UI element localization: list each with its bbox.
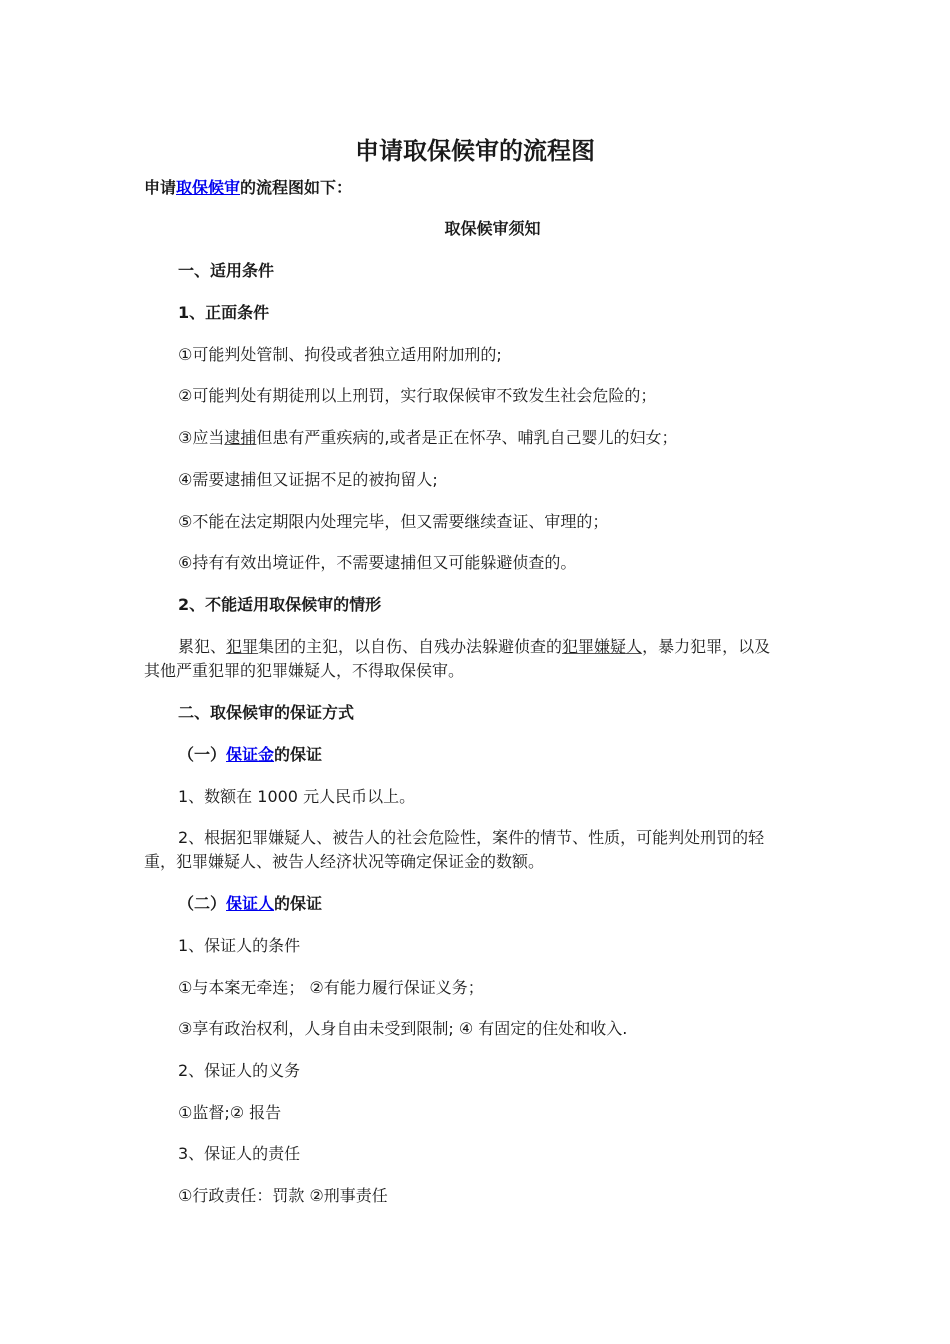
guarantor-conditions-heading: 1、保证人的条件 xyxy=(178,936,301,955)
section-1-sub1-heading: 1、正面条件 xyxy=(178,303,270,322)
exclusion-underlined-1: 犯罪 xyxy=(226,637,259,656)
deposit-item-1: 1、数额在 1000 元人民币以上。 xyxy=(178,787,416,806)
section-2-sub1-heading xyxy=(178,743,322,767)
intro-link-qubaohoushen[interactable]: 取保候审 xyxy=(176,178,241,197)
sub1-suffix: 的保证 xyxy=(274,745,323,764)
guarantor-conditions-2: ③享有政治权利，人身自由未受到限制; ④ 有固定的住处和收入. xyxy=(178,1019,628,1038)
guarantor-responsibility: ①行政责任：罚款 ②刑事责任 xyxy=(178,1186,388,1205)
deposit-item-2-line2: 重，犯罪嫌疑人、被告人经济状况等确定保证金的数额。 xyxy=(144,852,545,871)
exclusion-text-a: 累犯、 xyxy=(178,637,227,656)
condition-item-2: ②可能判处有期徒刑以上刑罚，实行取保候审不致发生社会危险的； xyxy=(178,386,657,405)
section-1-sub2-heading: 2、不能适用取保候审的情形 xyxy=(178,595,382,614)
guarantor-duties-heading: 2、保证人的义务 xyxy=(178,1061,301,1080)
section-1-heading: 一、适用条件 xyxy=(178,261,275,280)
exclusion-underlined-2: 犯罪嫌疑人 xyxy=(562,637,643,656)
condition-item-3-prefix: ③应当 xyxy=(178,428,225,447)
document-title: 申请取保候审的流程图 xyxy=(355,137,595,165)
section-2-heading: 二、取保候审的保证方式 xyxy=(178,703,355,722)
condition-item-5: ⑤不能在法定期限内处理完毕，但又需要继续查证、审理的； xyxy=(178,512,609,531)
condition-item-3-rest: 但患有严重疾病的,或者是正在怀孕、哺乳自己婴儿的妇女； xyxy=(256,428,678,447)
sub2-suffix: 的保证 xyxy=(274,894,323,913)
guarantor-conditions-1: ①与本案无牵连； ②有能力履行保证义务； xyxy=(178,978,484,997)
exclusion-paragraph-line1 xyxy=(178,635,770,659)
intro-prefix: 申请 xyxy=(144,178,177,197)
notice-heading: 取保候审须知 xyxy=(444,219,541,238)
intro-suffix: 的流程图如下： xyxy=(240,178,353,197)
sub1-prefix: （一） xyxy=(178,745,227,764)
condition-item-6: ⑥持有有效出境证件，不需要逮捕但又可能躲避侦查的。 xyxy=(178,553,577,572)
guarantor-responsibility-heading: 3、保证人的责任 xyxy=(178,1144,301,1163)
sub2-prefix: （二） xyxy=(178,894,227,913)
condition-item-1: ①可能判处管制、拘役或者独立适用附加刑的; xyxy=(178,345,502,364)
link-baozhengren[interactable]: 保证人 xyxy=(226,894,275,913)
exclusion-text-c: ，暴力犯罪，以及 xyxy=(642,637,771,656)
section-2-sub2-heading xyxy=(178,892,322,916)
condition-item-4: ④需要逮捕但又证据不足的被拘留人; xyxy=(178,470,438,489)
condition-item-3 xyxy=(178,426,677,450)
exclusion-text-b: 集团的主犯，以自伤、自残办法躲避侦查的 xyxy=(258,637,563,656)
deposit-item-2-line1: 2、根据犯罪嫌疑人、被告人的社会危险性，案件的情节、性质，可能判处刑罚的轻 xyxy=(178,828,765,847)
link-baozhengjin[interactable]: 保证金 xyxy=(226,745,275,764)
intro-line xyxy=(144,176,352,200)
guarantor-duties: ①监督;② 报告 xyxy=(178,1103,282,1122)
exclusion-paragraph-line2: 其他严重犯罪的犯罪嫌疑人，不得取保侯审。 xyxy=(144,661,465,680)
condition-item-3-underlined: 逮捕 xyxy=(224,428,257,447)
